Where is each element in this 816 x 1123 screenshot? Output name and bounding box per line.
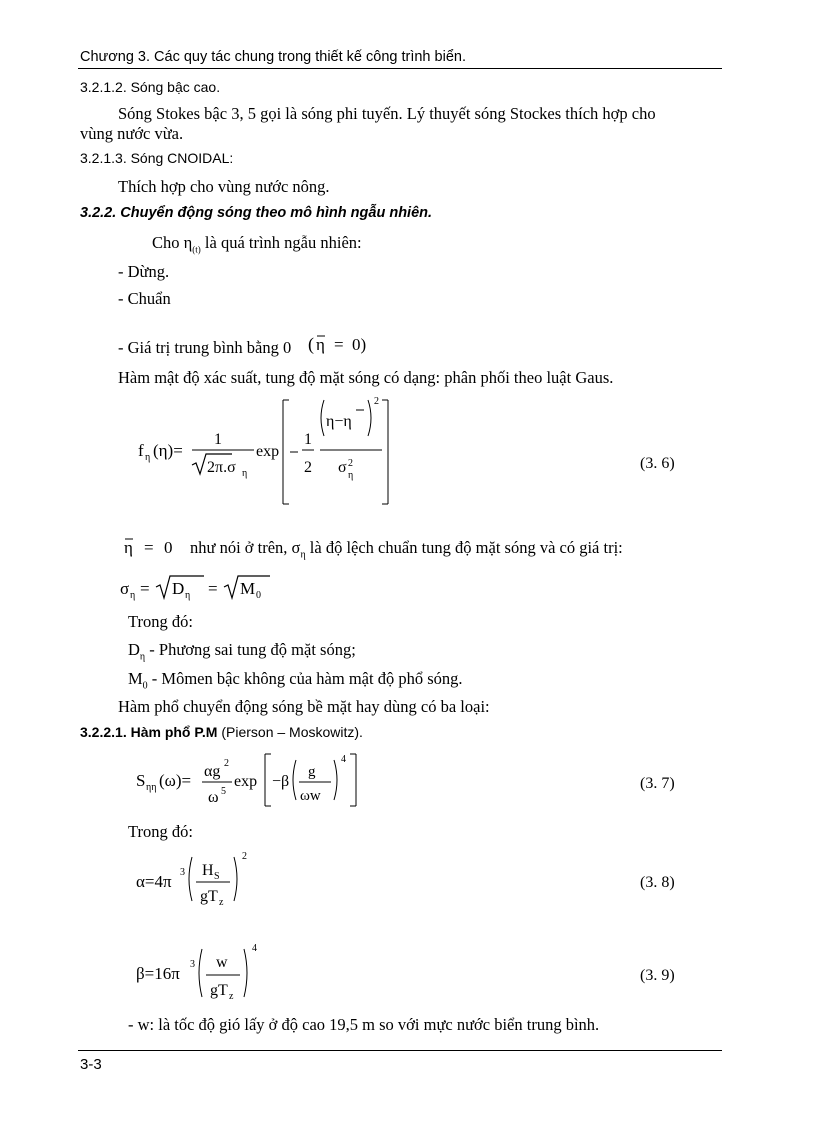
svg-text:=: = — [140, 579, 150, 598]
svg-text:ωw: ωw — [300, 788, 321, 804]
eq-3-6-number: (3. 6) — [640, 455, 675, 472]
mean-zero-inline — [122, 533, 184, 559]
eq-3-7-number: (3. 7) — [640, 775, 675, 792]
svg-text:ηη: ηη — [146, 782, 157, 793]
svg-text:ω: ω — [208, 789, 219, 806]
svg-text:α=4π: α=4π — [136, 872, 172, 891]
svg-text:D: D — [172, 579, 185, 598]
svg-text:exp: exp — [256, 443, 280, 460]
svg-text:w: w — [216, 954, 228, 971]
svg-text:η−η: η−η — [326, 413, 352, 430]
svg-text:0: 0 — [164, 538, 173, 557]
svg-text:4: 4 — [341, 754, 346, 765]
heading-3-2-1-2: 3.2.1.2. Sóng bậc cao. — [80, 79, 221, 95]
svg-text:0: 0 — [256, 590, 261, 601]
equation-3-9 — [132, 937, 282, 1003]
svg-text:(ω)=: (ω)= — [159, 771, 192, 790]
chapter-header: Chương 3. Các quy tác chung trong thiết kế công trình biển. — [80, 49, 466, 65]
svg-text:σ: σ — [338, 459, 347, 476]
equation-3-8 — [132, 845, 272, 909]
svg-text:3: 3 — [180, 867, 185, 878]
svg-text:0): 0) — [352, 335, 367, 354]
header-rule — [78, 68, 722, 69]
svg-text:S: S — [214, 871, 220, 882]
svg-text:z: z — [219, 897, 224, 908]
sigma-equation — [116, 570, 286, 604]
svg-text:η: η — [348, 470, 354, 481]
svg-text:1: 1 — [214, 431, 222, 448]
svg-text:z: z — [229, 991, 234, 1002]
para-density: Hàm mật độ xác suất, tung độ mặt sóng có dạng: phân phối theo luật Gaus. — [118, 368, 614, 387]
para-sigma: như nói ở trên, $\sigma_\eta$ là độ lệch chuẩn tung độ mặt sóng và có giá trị: — [190, 538, 623, 561]
bullet-normal: - Chuẩn — [118, 289, 171, 308]
svg-text:(: ( — [308, 334, 314, 354]
svg-text:2: 2 — [374, 396, 379, 407]
svg-text:=: = — [334, 335, 344, 354]
svg-text:αg: αg — [204, 763, 221, 780]
svg-text:gT: gT — [210, 982, 228, 999]
svg-text:η: η — [185, 590, 191, 601]
svg-text:2π.σ: 2π.σ — [207, 459, 236, 476]
svg-text:2: 2 — [304, 459, 312, 476]
svg-text:H: H — [202, 862, 214, 879]
para-random-intro: Cho $\eta_{(t)}$ là quá trình ngẫu nhiên: — [152, 233, 362, 255]
svg-text:η: η — [124, 538, 133, 557]
svg-text:η: η — [145, 452, 151, 463]
para-cnoidal: Thích hợp cho vùng nước nông. — [118, 177, 330, 196]
svg-text:4: 4 — [252, 943, 257, 954]
label-where-2: Trong đó: — [128, 822, 193, 841]
svg-text:1: 1 — [304, 431, 312, 448]
svg-text:−β: −β — [272, 773, 290, 790]
para-spectra: Hàm phổ chuyển động sóng bề mặt hay dùng có ba loại: — [118, 697, 490, 716]
svg-text:f: f — [138, 441, 144, 460]
svg-text:3: 3 — [190, 959, 195, 970]
svg-text:g: g — [308, 764, 316, 780]
def-variance: $D_\eta$ - Phương sai tung độ mặt sóng; — [128, 640, 356, 663]
label-where-1: Trong đó: — [128, 612, 193, 631]
def-moment: $M_0$ - Mômen bậc không của hàm mật độ phổ sóng. — [128, 669, 463, 692]
para-stokes-line1: Sóng Stokes bậc 3, 5 gọi là sóng phi tuyến. Lý thuyết sóng Stockes thích hợp cho — [118, 104, 656, 123]
svg-text:5: 5 — [221, 786, 226, 797]
svg-text:η: η — [316, 335, 325, 354]
svg-text:η: η — [242, 468, 248, 479]
bullet-mean-zero: - Giá trị trung bình bằng 0 — [118, 338, 292, 357]
mean-zero-equation — [306, 330, 386, 356]
footer-rule — [78, 1050, 722, 1051]
svg-text:=: = — [144, 538, 154, 557]
para-stokes-line2: vùng nước vừa. — [80, 124, 184, 143]
svg-text:=: = — [208, 579, 218, 598]
heading-3-2-2: 3.2.2. Chuyển động sóng theo mô hình ngẫu nhiên. — [80, 205, 433, 221]
svg-text:2: 2 — [224, 758, 229, 769]
svg-text:2: 2 — [242, 851, 247, 862]
svg-text:σ: σ — [120, 579, 130, 598]
svg-text:S: S — [136, 771, 146, 790]
svg-text:η: η — [130, 590, 136, 601]
eq-3-9-number: (3. 9) — [640, 967, 675, 984]
page-number: 3-3 — [80, 1056, 102, 1073]
svg-text:β=16π: β=16π — [136, 964, 180, 983]
equation-3-6 — [132, 392, 402, 510]
svg-text:gT: gT — [200, 888, 218, 905]
def-wind-speed: - w: là tốc độ gió lấy ở độ cao 19,5 m so với mực nước biển trung bình. — [128, 1015, 600, 1034]
svg-text:M: M — [240, 579, 256, 598]
svg-text:(η)=: (η)= — [153, 441, 183, 460]
svg-text:exp: exp — [234, 773, 258, 790]
heading-3-2-1-3: 3.2.1.3. Sóng CNOIDAL: — [80, 150, 234, 166]
bullet-stationary: - Dừng. — [118, 262, 170, 281]
eq-3-8-number: (3. 8) — [640, 874, 675, 891]
svg-text:2: 2 — [348, 458, 353, 469]
heading-3-2-2-1: 3.2.2.1. Hàm phổ P.M (Pierson – Moskowitz). — [80, 724, 363, 740]
equation-3-7 — [132, 748, 372, 812]
